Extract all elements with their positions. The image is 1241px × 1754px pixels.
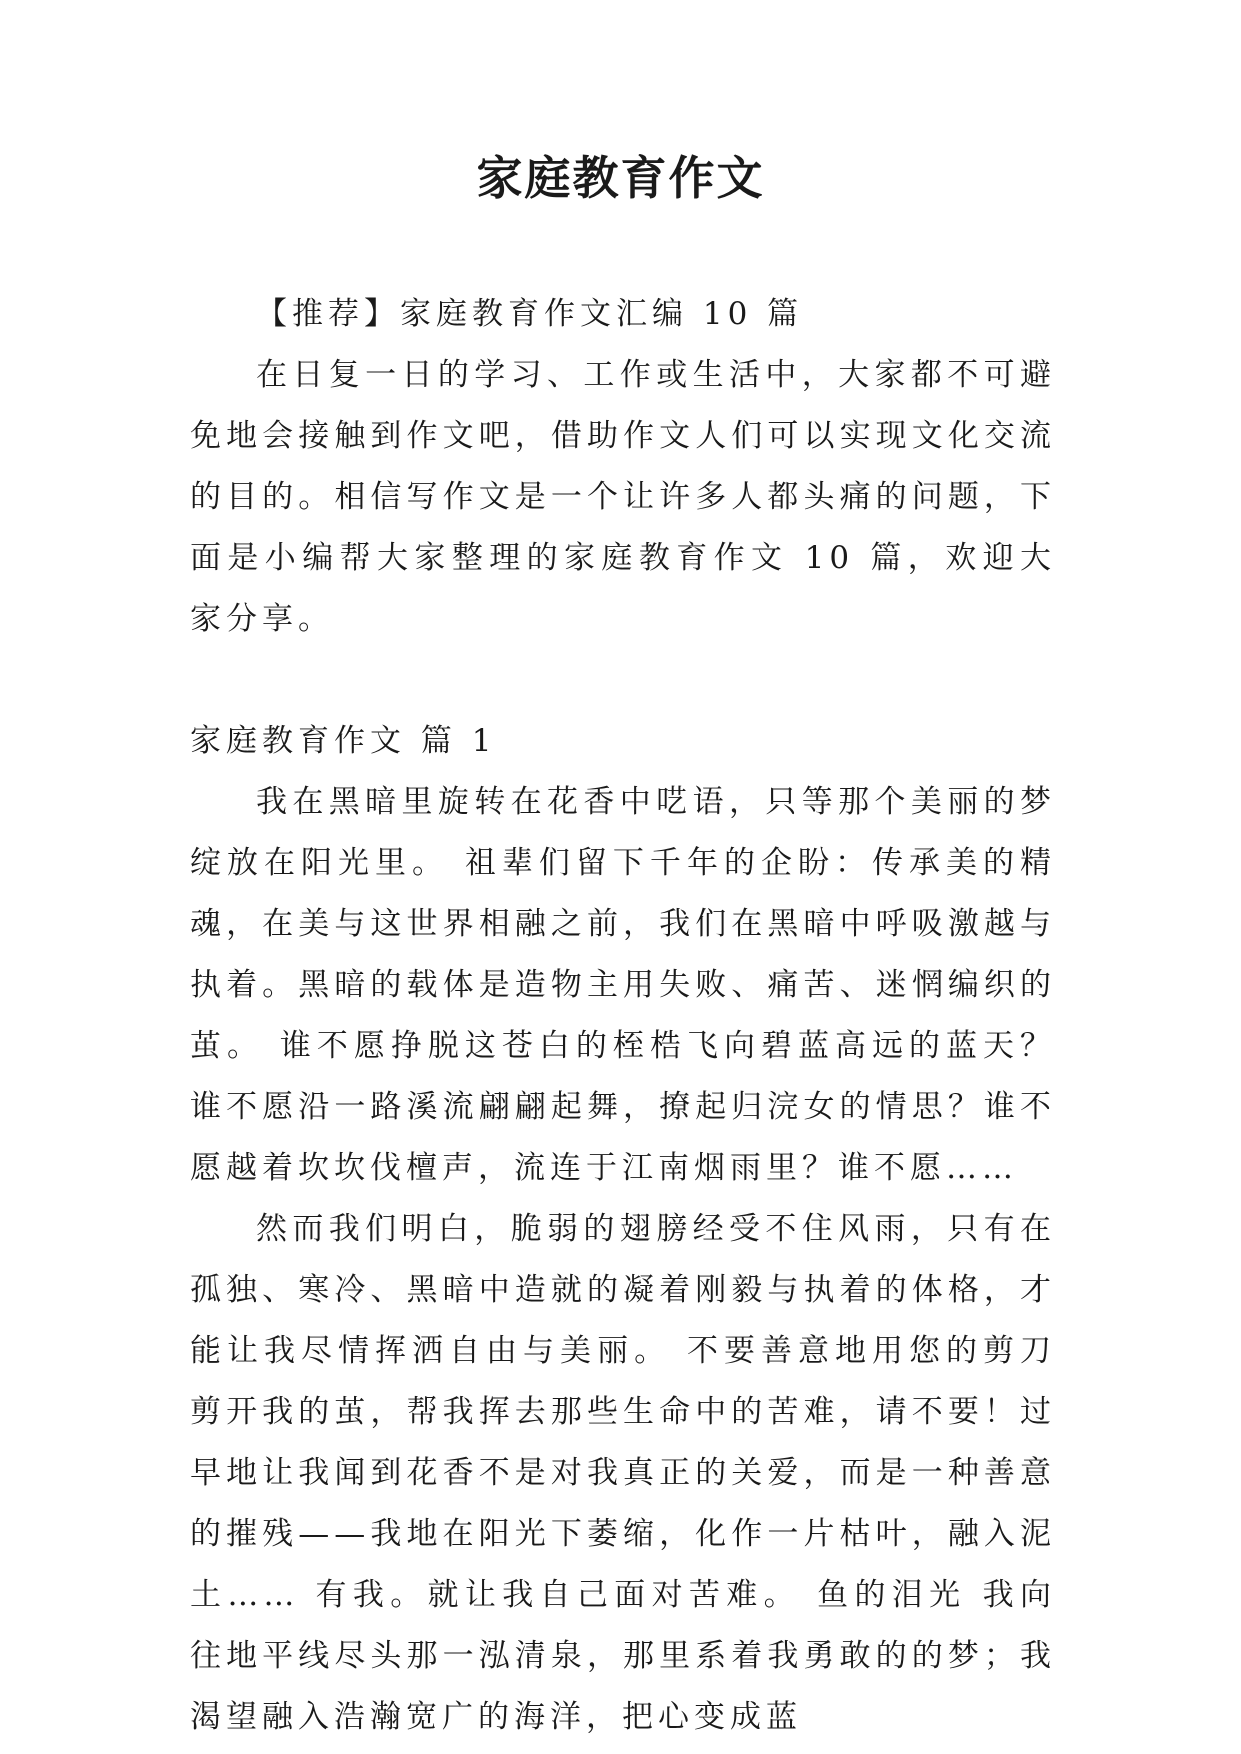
section-spacer xyxy=(190,650,1056,711)
intro-paragraph: 在日复一日的学习、工作或生活中，大家都不可避免地会接触到作文吧，借助作文人们可以实现文化交流的目的。相信写作文是一个让许多人都头痛的问题，下面是小编帮大家整理的家庭教育作文 10 篇，欢迎大家分享。 xyxy=(190,357,1056,637)
subtitle-line: 【推荐】家庭教育作文汇编 10 篇 xyxy=(256,296,804,332)
body-paragraph-1: 我在黑暗里旋转在花香中呓语，只等那个美丽的梦绽放在阳光里。 祖辈们留下千年的企盼：传承美的精魂，在美与这世界相融之前，我们在黑暗中呼吸激越与执着。黑暗的载体是造物主用失败、痛苦、迷惘编织的茧。 谁不愿挣脱这苍白的桎梏飞向碧蓝高远的蓝天？谁不愿沿一路溪流翩翩起舞，撩起归浣女的情思？谁不愿越着坎坎伐檀声，流连于江南烟雨里？谁不愿…… xyxy=(190,784,1056,1186)
document-title: 家庭教育作文 xyxy=(476,151,765,205)
body-paragraph-2: 然而我们明白，脆弱的翅膀经受不住风雨，只有在孤独、寒冷、黑暗中造就的凝着刚毅与执着的体格，才能让我尽情挥洒自由与美丽。 不要善意地用您的剪刀剪开我的茧，帮我挥去那些生命中的苦难，请不要！过早地让我闻到花香不是对我真正的关爱，而是一种善意的摧残——我地在阳光下萎缩，化作一片枯叶，融入泥土…… 有我。就让我自己面对苦难。 鱼的泪光 我向往地平线尽头那一泓清泉，那里系着我勇敢的的梦；我渴望融入浩瀚宽广的海洋，把心变成蓝 xyxy=(190,1211,1056,1735)
document-body xyxy=(190,284,1056,1748)
section-heading: 家庭教育作文 篇 1 xyxy=(190,723,497,759)
